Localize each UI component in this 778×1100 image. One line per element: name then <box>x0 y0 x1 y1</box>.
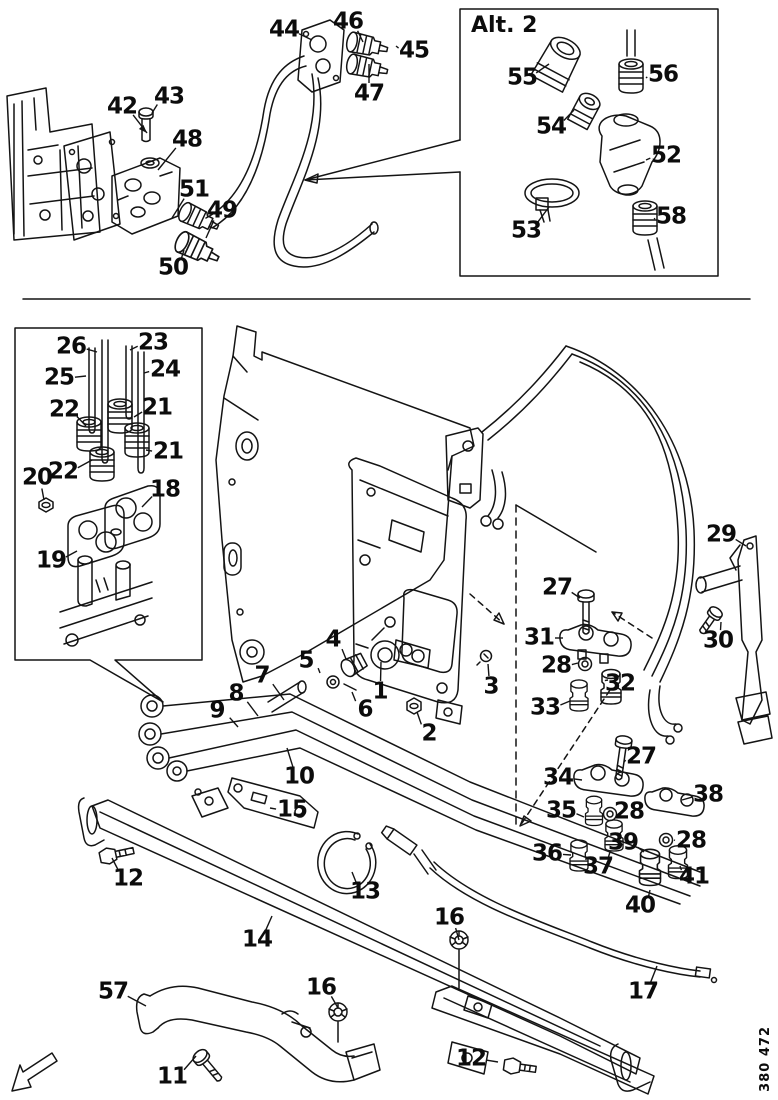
callout-42: 42 <box>106 93 138 120</box>
callout-43: 43 <box>153 83 185 110</box>
callout-23: 23 <box>137 329 169 356</box>
callout-51: 51 <box>178 176 210 203</box>
alt2-box-label: Alt. 2 <box>471 13 538 38</box>
callout-1: 1 <box>372 678 388 705</box>
callout-21: 21 <box>141 394 173 421</box>
callout-22: 22 <box>48 396 80 423</box>
callout-52: 52 <box>650 142 682 169</box>
callout-35: 35 <box>545 797 577 824</box>
callout-9: 9 <box>209 697 225 724</box>
callout-21: 21 <box>152 438 184 465</box>
callout-8: 8 <box>228 680 244 707</box>
callout-47: 47 <box>353 80 385 107</box>
callout-28: 28 <box>540 652 572 679</box>
document-number: 380 472 <box>758 1026 773 1092</box>
callout-24: 24 <box>149 356 181 383</box>
callout-31: 31 <box>523 624 555 651</box>
callout-40: 40 <box>624 892 656 919</box>
callout-53: 53 <box>510 217 542 244</box>
callout-56: 56 <box>647 61 679 88</box>
callout-20: 20 <box>21 464 53 491</box>
callout-44: 44 <box>268 16 300 43</box>
callout-16: 16 <box>433 904 465 931</box>
callout-38: 38 <box>692 781 724 808</box>
callout-15: 15 <box>276 796 308 823</box>
callout-3: 3 <box>483 673 499 700</box>
callout-46: 46 <box>332 8 364 35</box>
callout-19: 19 <box>35 547 67 574</box>
callout-12: 12 <box>112 865 144 892</box>
callout-27: 27 <box>541 574 573 601</box>
callout-18: 18 <box>149 476 181 503</box>
callout-5: 5 <box>298 647 314 674</box>
callout-26: 26 <box>55 333 87 360</box>
callout-32: 32 <box>604 670 636 697</box>
callout-17: 17 <box>627 978 659 1005</box>
callout-10: 10 <box>283 763 315 790</box>
callout-29: 29 <box>705 521 737 548</box>
callout-22: 22 <box>47 458 79 485</box>
callout-48: 48 <box>171 126 203 153</box>
callout-54: 54 <box>535 113 567 140</box>
callout-12: 12 <box>455 1045 487 1072</box>
callout-37: 37 <box>582 853 614 880</box>
callout-28: 28 <box>675 827 707 854</box>
callout-16: 16 <box>305 974 337 1001</box>
callout-49: 49 <box>206 197 238 224</box>
callout-55: 55 <box>506 64 538 91</box>
callout-13: 13 <box>349 878 381 905</box>
callout-33: 33 <box>529 694 561 721</box>
callout-4: 4 <box>325 626 341 653</box>
callout-6: 6 <box>357 696 373 723</box>
callout-25: 25 <box>43 364 75 391</box>
callout-14: 14 <box>241 926 273 953</box>
callout-45: 45 <box>398 37 430 64</box>
callout-57: 57 <box>97 978 129 1005</box>
callout-27: 27 <box>625 743 657 770</box>
callout-34: 34 <box>542 764 574 791</box>
callout-28: 28 <box>613 798 645 825</box>
callout-11: 11 <box>156 1063 188 1090</box>
callout-36: 36 <box>531 840 563 867</box>
callout-41: 41 <box>678 863 710 890</box>
callout-30: 30 <box>702 627 734 654</box>
callout-50: 50 <box>157 254 189 281</box>
callout-39: 39 <box>607 829 639 856</box>
callout-7: 7 <box>254 662 270 689</box>
callout-58: 58 <box>655 203 687 230</box>
callout-2: 2 <box>421 720 437 747</box>
